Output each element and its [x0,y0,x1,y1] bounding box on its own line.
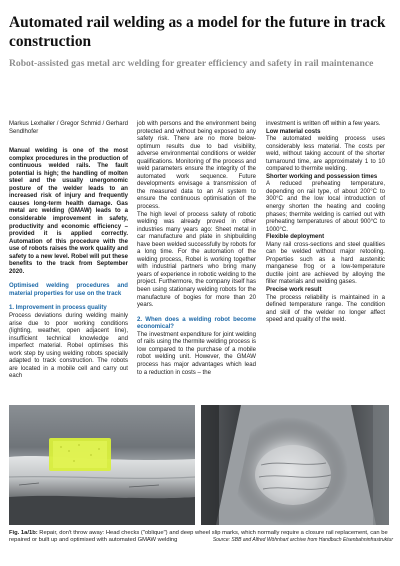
body-paragraph: The automated welding process uses considerably less material. The costs per weld, without taking account of the shorter turnaround time, are approximately 1 to 10 compared to thermite welding. [266,136,385,173]
article-subtitle: Robot-assisted gas metal arc welding for greater efficiency and safety in rail maintenance [9,58,374,69]
figure-caption [9,530,393,545]
caption-label: Fig. 1a/1b: [9,530,38,536]
subsection-heading-1: 1. Improvement in process quality [9,305,107,312]
subsection-heading-2: 2. When does a welding robot become economical? [137,316,256,331]
body-paragraph: Process deviations during welding mainly arise due to poor working conditions (lighting, weather, open adjacent line), insufficient technical knowledge and imperfect material. Robel optimises this work step by using welding robots specially adapted to track construction. The robots are located in a mobile cell and carry out each [9,313,128,380]
body-paragraph: A reduced preheating temperature, depending on rail type, of about 200°C to 300°C and the low local introduction of energy shorten the heating and cooling phases; thermite welding is carried out with preheating temperatures of about 900°C to 1000°C. [266,181,385,233]
body-paragraph: The process reliability is maintained in a defined temperature range. The condition and skill of the welder no longer affect speed and quality of the weld. [266,294,385,324]
authors-line: Markus Lexhaller / Gregor Schmid / Gerhard Sendlhofer [9,121,128,135]
heading-shorter-times: Shorter working and possession times [266,173,378,180]
body-paragraph: Many rail cross-sections and steel qualities can be welded without major retooling. Properties such as a hard austenitic manganese frog or a low-temperature ductile joint are achieved by alloying the filler materials and welding gases. [266,241,385,286]
caption-source: Source: SBB and Alfred Wöhnhart archive from Handbuch Eisenbahninfrastruktur [212,537,393,544]
body-paragraph: The investment expenditure for joint welding of rails using the thermite welding process is low compared to the purchase of a mobile robot welding unit. However, the GMAW process has major advantages which lead to a reduction in costs – the [137,331,256,376]
body-paragraph: The high level of process safety of robotic welding was already proved in other industries many years ago: Sheet metal in car manufacture and plate in shipbuilding have been welded successfully by robots for a long time. For the automation of the welding process, Robel is working together with industrial partners who bring many years of experience in robotic welding to the project. Furthermore, the company itself has been using stationary welding robots for the manufacture of bogies for more than 20 years. [137,211,256,309]
lead-paragraph: Manual welding is one of the most complex procedures in the production of continuous welded rails. The fault potential is high; the handling of molten steel and the usually unergonomic posture of the welder leads to an increased risk of injury and frequently causes long-term health damage. Gas metal arc welding (GMAW) leads to a considerable improvement in safety, productivity and economic efficiency – provided it is applied correctly. Automation of this procedure with the use of robots raises the work quality and safety to a new level. Robel will put these benefits to the track from September 2020. [9,148,128,275]
body-paragraph: job with persons and the environment being protected and without being exposed to any safety risk. There are no more below-optimum results due to bad visibility, adverse environmental conditions or welder qualifications. Monitoring of the process and weld parameters ensure the integrity of the automated work sequence. Future developments envisage a transmission of the measured data to an AI system to ensure the continuous optimisation of the process. [137,121,256,211]
heading-low-material: Low material costs [266,128,321,135]
body-paragraph: investment is written off within a few years. [266,121,381,127]
rail-photo-1b [201,405,389,525]
article-title: Automated rail welding as a model for the future in track construction [9,14,386,50]
section-heading: Optimised welding procedures and material properties for use on the track [9,283,128,297]
text-column-2 [137,121,256,377]
heading-flexible: Flexible deployment [266,234,325,241]
heading-precise: Precise work result [266,287,322,294]
rail-photo-1a [9,405,195,525]
text-column-3 [266,121,385,325]
text-column-1 [9,121,128,381]
caption-text: Repair, don't throw away: Head checks ("oblique") and deep wheel slip marks, which normally require a closure rail replacement, can be repaired or built up and optimised with automated GMAW welding [9,530,388,544]
